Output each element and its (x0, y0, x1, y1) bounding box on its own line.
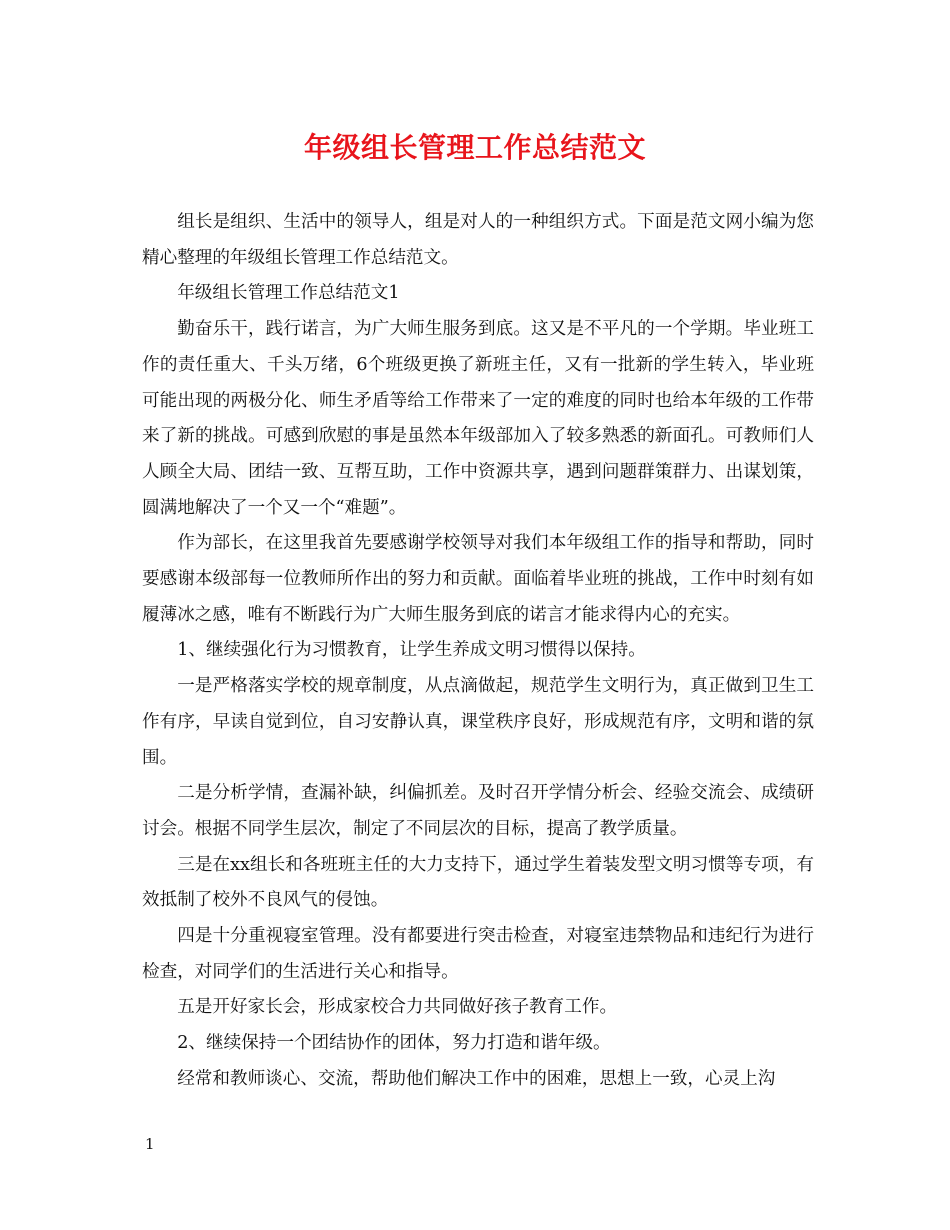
paragraph: 五是开好家长会，形成家校合力共同做好孩子教育工作。 (177, 997, 618, 1018)
document-body (142, 205, 814, 1098)
paragraph: 一是严格落实学校的规章制度，从点滴做起，规范学生文明行为，真正做到卫生工作有序，早读自觉到位，自习安静认真，课堂秩序良好，形成规范有序，文明和谐的氛围。 (142, 676, 814, 768)
paragraph: 组长是组织、生活中的领导人，组是对人的一种组织方式。下面是范文网小编为您精心整理的年级组长管理工作总结范文。 (142, 212, 814, 268)
paragraph: 勤奋乐干，践行诺言，为广大师生服务到底。这又是不平凡的一个学期。毕业班工作的责任重大、千头万绪，6个班级更换了新班主任，又有一批新的学生转入，毕业班可能出现的两极分化、师生矛盾等给工作带来了一定的难度的同时也给本年级的工作带来了新的挑战。可感到欣慰的事是虽然本年级部加入了较多熟悉的新面孔。可教师们人人顾全大局、团结一致、互帮互助，工作中资源共享，遇到问题群策群力、出谋划策，圆满地解决了一个又一个“难题”。 (142, 319, 814, 518)
paragraph: 1、继续强化行为习惯教育，让学生养成文明习惯得以保持。 (177, 640, 646, 661)
paragraph: 2、继续保持一个团结协作的团体，努力打造和谐年级。 (177, 1033, 611, 1054)
document-title: 年级组长管理工作总结范文 (303, 131, 646, 164)
paragraph: 经常和教师谈心、交流，帮助他们解决工作中的困难，思想上一致，心灵上沟 (177, 1068, 776, 1089)
paragraph: 作为部长，在这里我首先要感谢学校领导对我们本年级组工作的指导和帮助，同时要感谢本级部每一位教师所作出的努力和贡献。面临着毕业班的挑战，工作中时刻有如履薄冰之感，唯有不断践行为广大师生服务到底的诺言才能求得内心的充实。 (142, 533, 814, 625)
paragraph: 三是在xx组长和各班班主任的大力支持下，通过学生着装发型文明习惯等专项，有效抵制了校外不良风气的侵蚀。 (142, 854, 814, 911)
paragraph: 二是分析学情，查漏补缺，纠偏抓差。及时召开学情分析会、经验交流会、成绩研讨会。根据不同学生层次，制定了不同层次的目标，提高了教学质量。 (142, 783, 814, 839)
paragraph: 年级组长管理工作总结范文1 (177, 283, 400, 304)
paragraph: 四是十分重视寝室管理。没有都要进行突击检查，对寝室违禁物品和违纪行为进行检查，对同学们的生活进行关心和指导。 (142, 926, 814, 982)
page-number: 1 (145, 1135, 155, 1153)
